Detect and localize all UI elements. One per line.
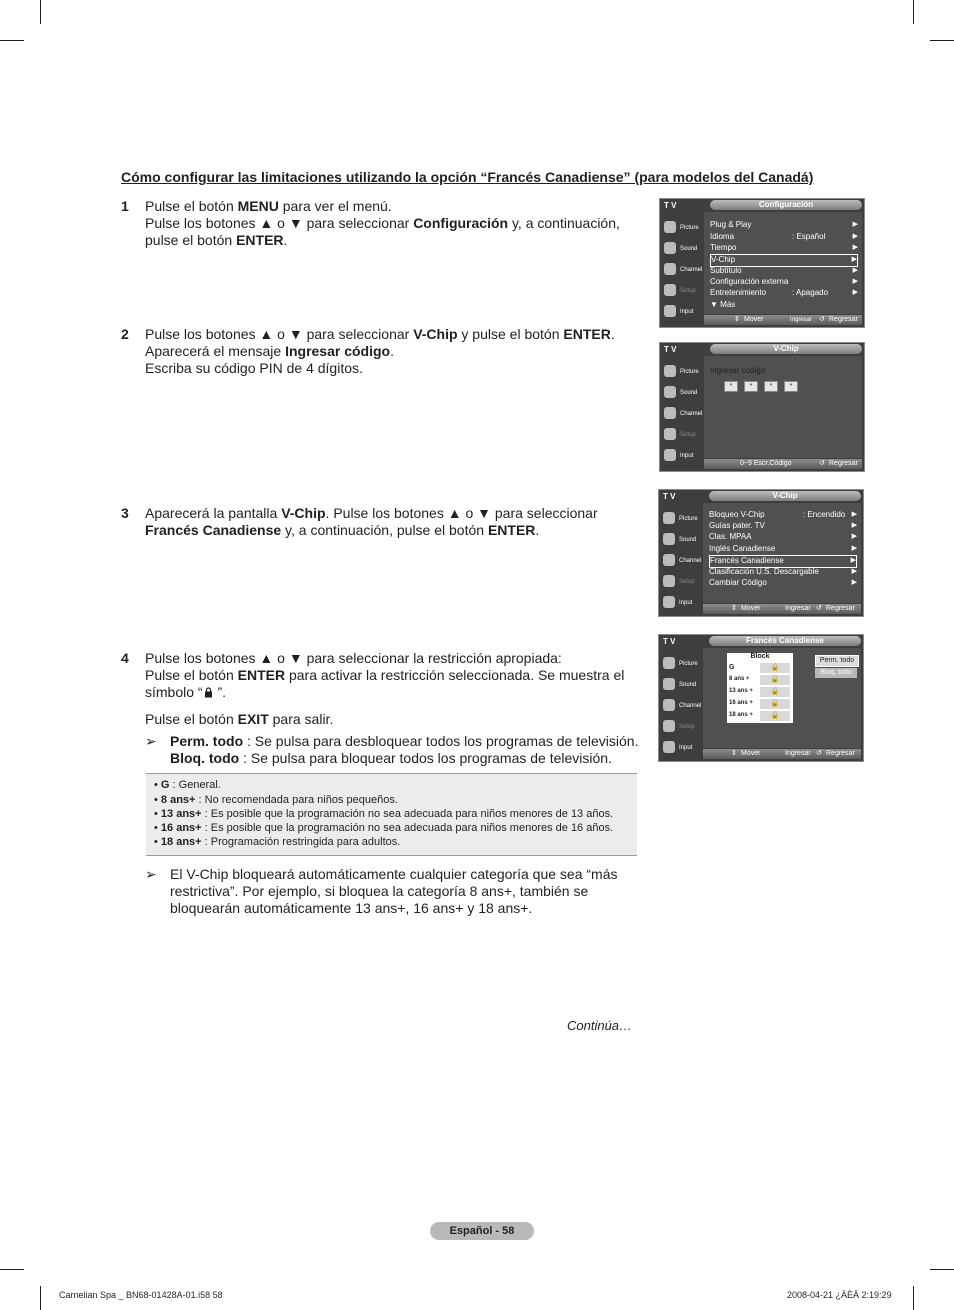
keyword: V-Chip xyxy=(413,326,458,342)
return-icon: ↺ xyxy=(816,605,822,612)
lock-icon: 🔒 xyxy=(770,688,780,695)
menu-item[interactable] xyxy=(709,578,857,589)
keyword: Ingresar código xyxy=(285,343,391,359)
osd-title: Configuración xyxy=(710,200,862,210)
step-number: 1 xyxy=(121,198,129,214)
menu-item[interactable] xyxy=(710,288,858,299)
icon-label: Picture xyxy=(679,661,698,667)
footer-right: 2008-04-21 ¿ÀÈÄ 2:19:29 xyxy=(787,1290,892,1300)
menu-item[interactable] xyxy=(710,266,858,277)
return-icon: ↺ xyxy=(819,316,825,323)
help-enter: Ingresar xyxy=(785,750,811,757)
updown-icon: ⇕ xyxy=(731,605,737,612)
help-back: Regresar xyxy=(829,460,858,467)
menu-label: Clas. MPAA xyxy=(709,532,752,541)
icon-label: Picture xyxy=(680,225,699,231)
arrow-right-icon: ▶ xyxy=(851,511,857,518)
icon-label: Setup xyxy=(679,724,695,730)
crop-mark xyxy=(0,40,24,41)
crop-mark xyxy=(0,1269,24,1270)
osd-help-bar xyxy=(704,459,862,469)
text: Pulse el botón xyxy=(145,711,238,727)
more-label: Más xyxy=(720,300,736,309)
step-number: 2 xyxy=(121,326,129,342)
lock-toggle[interactable] xyxy=(760,699,790,709)
setup-icon xyxy=(662,282,702,300)
icon-label: Sound xyxy=(679,537,697,543)
icon-label: Input xyxy=(680,453,694,459)
crop-mark xyxy=(40,0,41,24)
osd-title: V-Chip xyxy=(710,344,862,354)
tv-label: T V xyxy=(664,345,677,354)
updown-icon: ⇕ xyxy=(734,316,740,323)
help-move: Mover xyxy=(744,316,764,323)
lock-icon: 🔒 xyxy=(770,664,780,671)
text: . xyxy=(610,326,615,342)
rating-desc: : Programación restringida para adultos. xyxy=(201,836,401,848)
continued-label: Continúa… xyxy=(567,1018,633,1033)
text: Aparecerá el mensaje xyxy=(145,343,286,359)
key-menu: MENU xyxy=(237,198,279,214)
icon-label: Input xyxy=(679,600,693,606)
channel-icon xyxy=(661,552,701,570)
arrow-right-icon: ▶ xyxy=(852,278,858,285)
key-enter: ENTER xyxy=(487,522,536,538)
pin-digit-field[interactable]: * xyxy=(724,381,738,392)
osd-title: Francés Canadiense xyxy=(709,636,861,646)
text: Pulse los botones ▲ o ▼ para seleccionar xyxy=(145,215,414,231)
help-enter: Ingresar xyxy=(785,605,811,612)
bullet: • xyxy=(154,794,158,806)
crop-mark xyxy=(913,1286,914,1310)
menu-label: V-Chip xyxy=(711,255,736,264)
setup-icon xyxy=(662,426,702,444)
lock-toggle[interactable] xyxy=(760,675,790,685)
osd-menu-panel xyxy=(704,212,862,314)
text: Pulse los botones ▲ o ▼ para seleccionar la restricción apropiada: xyxy=(145,650,562,666)
text: . xyxy=(283,232,288,248)
rating-item xyxy=(154,779,221,791)
osd-pin-entry xyxy=(659,342,865,472)
menu-label: Guías pater. TV xyxy=(709,521,765,530)
menu-item[interactable] xyxy=(710,220,858,231)
text: El V-Chip bloqueará automáticamente cualquier categoría que sea “más xyxy=(170,866,618,882)
menu-value: : Español xyxy=(792,232,826,241)
arrow-right-icon: ▶ xyxy=(852,267,858,274)
channel-icon xyxy=(662,405,702,423)
block-table xyxy=(727,653,793,723)
step-body xyxy=(145,505,598,539)
lock-icon: 🔒 xyxy=(770,712,780,719)
arrow-right-icon: ▶ xyxy=(851,545,857,552)
arrow-right-icon: ▶ xyxy=(850,557,856,564)
menu-item[interactable] xyxy=(709,532,857,543)
return-icon: ↺ xyxy=(816,750,822,757)
rating-code: 13 ans+ xyxy=(160,808,202,820)
help-back: Regresar xyxy=(829,316,858,323)
arrow-right-icon: ▶ xyxy=(851,256,857,263)
bullet: • xyxy=(154,822,158,834)
input-icon xyxy=(662,447,702,465)
text: Aparecerá la pantalla xyxy=(145,505,282,521)
input-icon xyxy=(661,594,701,612)
text: para ver el menú. xyxy=(278,198,392,214)
key-exit: EXIT xyxy=(237,711,269,727)
page-number-badge: Español - 58 xyxy=(430,1222,534,1240)
text: ”. xyxy=(213,684,227,700)
note-arrow-icon: ➢ xyxy=(145,866,157,882)
osd-setup-menu xyxy=(659,198,865,328)
pin-digit-field[interactable]: * xyxy=(784,381,798,392)
picture-icon xyxy=(662,219,702,237)
keyword: Bloq. todo xyxy=(170,750,240,766)
menu-label: Idioma xyxy=(710,232,735,241)
pin-prompt: Ingresar código xyxy=(710,366,766,375)
text: pulse el botón xyxy=(145,232,237,248)
help-code: 0~9 Escr.Código xyxy=(740,460,792,467)
bloq-todo-button[interactable]: Bloq. todo xyxy=(815,668,857,678)
menu-label: Bloqueo V-Chip xyxy=(709,510,765,519)
step-body xyxy=(145,650,624,728)
rating-item xyxy=(154,794,398,806)
menu-item[interactable] xyxy=(710,277,858,288)
text: . Pulse los botones ▲ o ▼ para seleccionar xyxy=(325,505,598,521)
icon-label: Picture xyxy=(679,516,698,522)
crop-mark xyxy=(40,1286,41,1310)
help-enter: Ingresar xyxy=(790,317,813,323)
picture-icon xyxy=(661,510,701,528)
menu-item[interactable] xyxy=(709,521,857,532)
crop-mark xyxy=(930,1269,954,1270)
menu-label: Tiempo xyxy=(710,243,737,252)
lock-toggle[interactable] xyxy=(760,687,790,697)
menu-label: Clasificación U.S. Descargable xyxy=(709,567,819,576)
keyword: V-Chip xyxy=(281,505,326,521)
crop-mark xyxy=(913,0,914,24)
text: Escriba su código PIN de 4 dígitos. xyxy=(145,360,363,376)
input-icon xyxy=(661,739,701,757)
setup-icon xyxy=(661,573,701,591)
rating-desc: : Es posible que la programación no sea adecuada para niños menores de 16 años. xyxy=(201,822,614,834)
step-body xyxy=(145,198,620,249)
crop-mark xyxy=(930,40,954,41)
menu-label: Cambiar Código xyxy=(709,578,767,587)
tv-label: T V xyxy=(663,492,676,501)
text: Pulse el botón xyxy=(145,667,238,683)
picture-icon xyxy=(662,363,702,381)
text: : Se pulsa para bloquear todos los programas de televisión. xyxy=(239,750,612,766)
rating-code: 18 ans+ xyxy=(160,836,202,848)
key-enter: ENTER xyxy=(237,667,286,683)
text: y, a continuación, pulse el botón xyxy=(281,522,488,538)
channel-icon xyxy=(661,697,701,715)
arrow-down-icon: ▼ xyxy=(710,300,718,309)
menu-item[interactable] xyxy=(710,232,858,243)
help-move: Mover xyxy=(741,750,761,757)
bullet: • xyxy=(154,779,158,791)
arrow-right-icon: ▶ xyxy=(852,289,858,296)
rating-desc: : Es posible que la programación no sea adecuada para niños menores de 13 años. xyxy=(201,808,614,820)
sound-icon xyxy=(661,676,701,694)
osd-help-bar xyxy=(703,749,861,759)
icon-label: Setup xyxy=(679,579,695,585)
menu-more[interactable] xyxy=(710,300,858,311)
picture-icon xyxy=(661,655,701,673)
help-move: Mover xyxy=(741,605,761,612)
rating-item xyxy=(154,808,613,820)
icon-label: Picture xyxy=(680,369,699,375)
footer-left: Carnelian Spa _ BN68-01428A-01.i58 58 xyxy=(59,1290,223,1300)
osd-help-bar xyxy=(703,604,861,614)
bullet: • xyxy=(154,808,158,820)
arrow-right-icon: ▶ xyxy=(851,522,857,529)
return-icon: ↺ xyxy=(819,460,825,467)
rating-code: 8 ans+ xyxy=(160,794,196,806)
keyword: Francés Canadiense xyxy=(145,522,282,538)
tv-label: T V xyxy=(663,637,676,646)
keyword: Configuración xyxy=(413,215,509,231)
rating-row-label: 18 ans + xyxy=(729,712,753,718)
ratings-box xyxy=(146,773,637,856)
osd-pin-panel xyxy=(704,356,862,458)
icon-label: Channel xyxy=(679,558,702,564)
text: bloquearán automáticamente 13 ans+, 16 ans+ y 18 ans+. xyxy=(170,900,533,916)
note-text xyxy=(170,733,638,767)
osd-title: V-Chip xyxy=(709,491,861,501)
rating-code: 16 ans+ xyxy=(160,822,202,834)
menu-label: Plug & Play xyxy=(710,220,752,229)
block-header: Block xyxy=(750,653,770,660)
menu-item[interactable] xyxy=(709,567,857,578)
rating-item xyxy=(154,836,400,848)
arrow-right-icon: ▶ xyxy=(852,221,858,228)
menu-label: Inglés Canadiense xyxy=(709,544,776,553)
lock-toggle[interactable] xyxy=(760,663,790,673)
step-body xyxy=(145,326,615,377)
rating-row-label: 8 ans + xyxy=(729,676,750,682)
perm-todo-button[interactable]: Perm. todo xyxy=(815,655,859,667)
arrow-right-icon: ▶ xyxy=(851,568,857,575)
help-back: Regresar xyxy=(826,605,855,612)
sound-icon xyxy=(662,240,702,258)
arrow-right-icon: ▶ xyxy=(851,533,857,540)
menu-label: Configuración externa xyxy=(710,277,789,286)
text: . xyxy=(535,522,540,538)
text: y, a continuación, xyxy=(508,215,620,231)
osd-block-panel xyxy=(703,648,861,748)
menu-value: : Apagado xyxy=(792,288,829,297)
text: Pulse el botón xyxy=(145,198,238,214)
text: . xyxy=(390,343,394,359)
text: restrictiva”. Por ejemplo, si bloquea la categoría 8 ans+, también se xyxy=(170,883,589,899)
icon-label: Sound xyxy=(680,390,698,396)
icon-label: Setup xyxy=(680,288,696,294)
note-arrow-icon: ➢ xyxy=(145,733,157,749)
text: para activar la restricción seleccionada. Se muestra el xyxy=(285,667,625,683)
pin-digit-field[interactable]: * xyxy=(764,381,778,392)
arrow-right-icon: ▶ xyxy=(852,233,858,240)
arrow-right-icon: ▶ xyxy=(851,579,857,586)
bullet: • xyxy=(154,836,158,848)
sound-icon xyxy=(661,531,701,549)
step-number: 4 xyxy=(121,650,129,666)
osd-help-bar xyxy=(704,315,862,325)
text: Pulse los botones ▲ o ▼ para seleccionar xyxy=(145,326,414,342)
menu-item[interactable] xyxy=(709,510,857,521)
icon-label: Channel xyxy=(680,411,703,417)
sound-icon xyxy=(662,384,702,402)
section-heading: Cómo configurar las limitaciones utilizando la opción “Francés Canadiense” (para modelos del Canadá) xyxy=(121,169,814,185)
updown-icon: ⇕ xyxy=(731,750,737,757)
lock-icon: 🔒 xyxy=(770,676,780,683)
input-icon xyxy=(662,303,702,321)
osd-menu-panel xyxy=(703,503,861,603)
icon-label: Channel xyxy=(680,267,703,273)
menu-label: Subtítulo xyxy=(710,266,742,275)
setup-icon xyxy=(661,718,701,736)
osd-french-canadian xyxy=(658,634,864,762)
arrow-right-icon: ▶ xyxy=(852,244,858,251)
menu-item[interactable] xyxy=(709,544,857,555)
rating-desc: : No recomendada para niños pequeños. xyxy=(195,794,398,806)
tv-label: T V xyxy=(664,201,677,210)
channel-icon xyxy=(662,261,702,279)
rating-desc: : General. xyxy=(169,779,221,791)
lock-toggle[interactable] xyxy=(760,711,790,721)
text: y pulse el botón xyxy=(457,326,564,342)
menu-item[interactable] xyxy=(710,243,858,254)
text: símbolo “ xyxy=(145,684,203,700)
rating-row-label: G xyxy=(729,664,735,671)
rating-item xyxy=(154,822,613,834)
text: : Se pulsa para desbloquear todos los programas de televisión. xyxy=(243,733,639,749)
icon-label: Input xyxy=(680,309,694,315)
menu-label: Francés Canadiense xyxy=(710,556,784,565)
rating-row-label: 16 ans + xyxy=(729,700,753,706)
keyword: Perm. todo xyxy=(170,733,244,749)
icon-label: Input xyxy=(679,745,693,751)
rating-row-label: 13 ans + xyxy=(729,688,753,694)
text: para salir. xyxy=(268,711,334,727)
lock-icon xyxy=(204,687,213,698)
osd-vchip-menu xyxy=(658,489,864,617)
rating-code: G xyxy=(160,779,170,791)
menu-value: : Encendido xyxy=(803,510,846,519)
menu-label: Entretenimiento xyxy=(710,288,767,297)
step-number: 3 xyxy=(121,505,129,521)
pin-digit-field[interactable]: * xyxy=(744,381,758,392)
icon-label: Channel xyxy=(679,703,702,709)
icon-label: Sound xyxy=(679,682,697,688)
help-back: Regresar xyxy=(826,750,855,757)
icon-label: Setup xyxy=(680,432,696,438)
note-text xyxy=(170,866,617,917)
icon-label: Sound xyxy=(680,246,698,252)
key-enter: ENTER xyxy=(236,232,284,248)
key-enter: ENTER xyxy=(563,326,611,342)
lock-icon: 🔒 xyxy=(770,700,780,707)
